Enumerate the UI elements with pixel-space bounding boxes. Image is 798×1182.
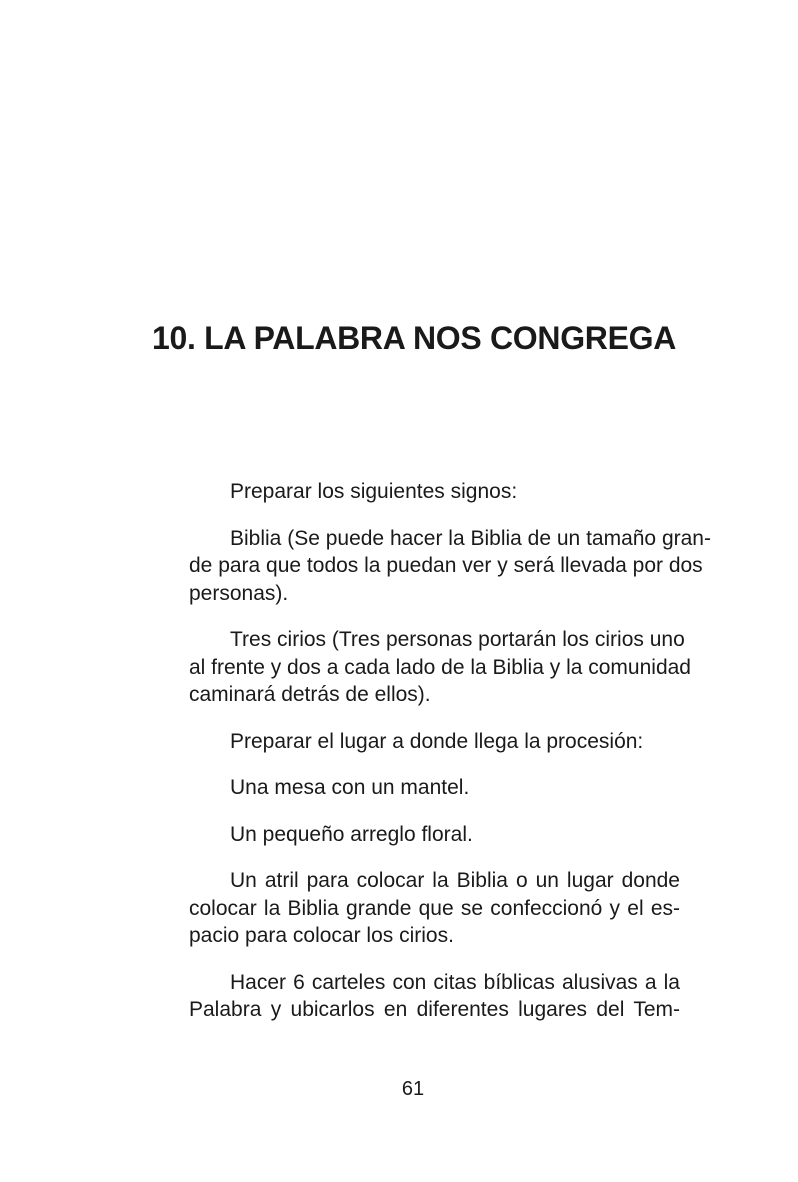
text-line: Preparar el lugar a donde llega la procesión: <box>230 729 644 753</box>
text-line: Preparar los siguientes signos: <box>230 480 518 503</box>
text-line: Un pequeño arreglo floral. <box>230 822 473 846</box>
paragraph-lectern <box>148 867 680 950</box>
text-line: caminará detrás de ellos). <box>189 683 431 706</box>
paragraph-bible <box>148 525 711 608</box>
paragraph-posters <box>148 969 680 1024</box>
text-line: Palabra y ubicarlos en diferentes lugares del Tem- <box>189 998 680 1021</box>
text-line: Un atril para colocar la Biblia o un lugar donde <box>230 869 680 892</box>
paragraph-signs-intro <box>148 478 680 506</box>
text-line: al frente y dos a cada lado de la Biblia y la comunidad <box>189 655 691 679</box>
text-line: Biblia (Se puede hacer la Biblia de un tamaño gran- <box>230 526 711 550</box>
paragraph-table <box>148 774 680 802</box>
text-line: pacio para colocar los cirios. <box>189 924 454 947</box>
text-line: personas). <box>189 581 289 605</box>
paragraph-place-intro <box>148 728 680 756</box>
text-line: colocar la Biblia grande que se confeccionó y el es- <box>189 896 680 920</box>
body-text <box>148 478 711 1043</box>
chapter-title: 10. LA PALABRA NOS CONGREGA <box>151 320 677 356</box>
text-line: Hacer 6 carteles con citas bíblicas alusivas a la <box>230 970 680 994</box>
paragraph-floral <box>148 821 680 849</box>
text-line: de para que todos la puedan ver y será llevada por dos <box>189 554 703 577</box>
text-line: Una mesa con un mantel. <box>230 776 470 799</box>
text-line: Tres cirios (Tres personas portarán los cirios uno <box>230 628 685 651</box>
paragraph-candles <box>148 626 691 709</box>
page-number: 61 <box>401 1078 425 1100</box>
